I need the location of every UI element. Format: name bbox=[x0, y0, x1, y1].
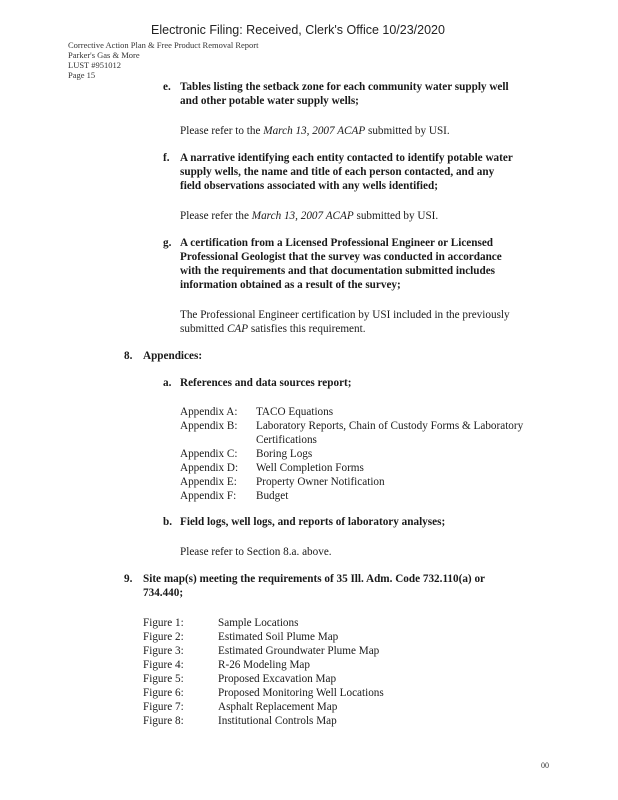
item-g-title-line1: A certification from a Licensed Professional Engineer or Licensed bbox=[180, 237, 494, 249]
item-g-response-line2: submitted CAP satisfies this requirement. bbox=[180, 323, 366, 335]
header-page: Page 15 bbox=[68, 70, 96, 80]
figure-desc: Asphalt Replacement Map bbox=[218, 701, 338, 713]
appendix-id: Appendix C: bbox=[180, 448, 238, 460]
section-9-label: 9. bbox=[124, 573, 133, 585]
item-f-response: Please refer the March 13, 2007 ACAP submitted by USI. bbox=[180, 210, 439, 222]
figure-desc: Estimated Groundwater Plume Map bbox=[218, 645, 380, 657]
appendix-id: Appendix B: bbox=[180, 420, 238, 432]
appendix-desc: TACO Equations bbox=[256, 406, 334, 418]
appendix-desc: Certifications bbox=[256, 434, 317, 446]
item-e-response: Please refer to the March 13, 2007 ACAP submitted by USI. bbox=[180, 125, 450, 137]
item-g-title-line4: information obtained as a result of the survey; bbox=[180, 279, 401, 291]
figure-id: Figure 5: bbox=[143, 673, 184, 685]
header-lust-number: LUST #951012 bbox=[68, 60, 121, 70]
item-g-title-line2: Professional Geologist that the survey was conducted in accordance bbox=[180, 251, 502, 263]
item-8b-label: b. bbox=[163, 516, 173, 528]
appendix-desc: Property Owner Notification bbox=[256, 476, 385, 488]
figure-id: Figure 1: bbox=[143, 617, 184, 629]
item-8a-label: a. bbox=[163, 377, 172, 389]
document-header bbox=[68, 40, 259, 80]
item-g-title-line3: with the requirements and that documentation submitted includes bbox=[180, 265, 496, 277]
figure-desc: R-26 Modeling Map bbox=[218, 659, 310, 671]
item-f-title-line3: field observations associated with any wells identified; bbox=[180, 180, 438, 192]
section-8-title: Appendices: bbox=[143, 350, 203, 362]
item-f-title-line1: A narrative identifying each entity contacted to identify potable water bbox=[180, 152, 513, 164]
figure-id: Figure 3: bbox=[143, 645, 184, 657]
figure-id: Figure 4: bbox=[143, 659, 184, 671]
appendix-id: Appendix A: bbox=[180, 406, 238, 418]
figure-id: Figure 6: bbox=[143, 687, 184, 699]
figure-id: Figure 2: bbox=[143, 631, 184, 643]
appendix-id: Appendix D: bbox=[180, 462, 239, 474]
appendix-id: Appendix E: bbox=[180, 476, 237, 488]
section-9-title-line2: 734.440; bbox=[143, 587, 184, 599]
figure-desc: Institutional Controls Map bbox=[218, 715, 337, 727]
appendix-desc: Laboratory Reports, Chain of Custody Forms & Laboratory bbox=[256, 420, 524, 432]
figure-desc: Sample Locations bbox=[218, 617, 299, 629]
item-f-label: f. bbox=[163, 152, 170, 164]
item-g-label: g. bbox=[163, 237, 172, 249]
filing-stamp: Electronic Filing: Received, Clerk's Office 10/23/2020 bbox=[151, 23, 445, 37]
appendix-desc: Well Completion Forms bbox=[256, 462, 364, 474]
figure-id: Figure 8: bbox=[143, 715, 184, 727]
item-e-title-line2: and other potable water supply wells; bbox=[180, 95, 359, 107]
appendix-desc: Boring Logs bbox=[256, 448, 313, 460]
item-g-response-line1: The Professional Engineer certification by USI included in the previously bbox=[180, 309, 510, 321]
item-8b-response: Please refer to Section 8.a. above. bbox=[180, 546, 332, 558]
item-f-title-line2: supply wells, the name and title of each person contacted, and any bbox=[180, 166, 495, 178]
item-8a-title: References and data sources report; bbox=[180, 377, 352, 389]
item-e-label: e. bbox=[163, 81, 171, 93]
figure-desc: Estimated Soil Plume Map bbox=[218, 631, 339, 643]
page-number: 00 bbox=[541, 761, 549, 770]
header-site-name: Parker's Gas & More bbox=[68, 50, 140, 60]
item-e-title-line1: Tables listing the setback zone for each community water supply well bbox=[180, 81, 509, 93]
appendix-id: Appendix F: bbox=[180, 490, 237, 502]
section-9-title-line1: Site map(s) meeting the requirements of 35 Ill. Adm. Code 732.110(a) or bbox=[143, 573, 486, 585]
figure-desc: Proposed Monitoring Well Locations bbox=[218, 687, 384, 699]
header-report-title: Corrective Action Plan & Free Product Removal Report bbox=[68, 40, 259, 50]
section-8-label: 8. bbox=[124, 350, 133, 362]
appendix-desc: Budget bbox=[256, 490, 289, 502]
item-8b-title: Field logs, well logs, and reports of laboratory analyses; bbox=[180, 516, 446, 528]
figure-id: Figure 7: bbox=[143, 701, 184, 713]
figure-desc: Proposed Excavation Map bbox=[218, 673, 337, 685]
